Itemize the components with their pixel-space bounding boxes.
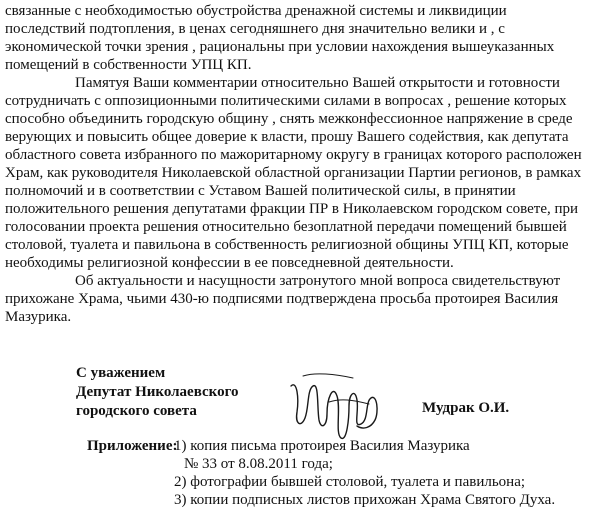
signer-name: Мудрак О.И. — [422, 400, 510, 416]
attachment-item: № 33 от 8.08.2011 года; — [184, 456, 333, 472]
signer-title-line: Депутат Николаевского — [76, 384, 239, 400]
body-line: положительного решения депутатами фракции ПР в Николаевском городском совете, при — [5, 201, 579, 217]
body-line: Храм, как руководителя Николаевской областной организации Партии регионов, в рамках — [5, 165, 582, 181]
handwritten-signature — [283, 368, 393, 448]
body-line: сотрудничать с оппозиционными политическими силами в вопросах , решение которых — [5, 93, 567, 109]
attachment-item: 1) копия письма протоирея Василия Мазурика — [174, 438, 470, 454]
attachment-item: 2) фотографии бывшей столовой, туалета и павильона; — [174, 474, 526, 490]
body-line: голосовании проекта решения относительно безоплатной передачи помещений бывшей — [5, 219, 567, 235]
body-line: верующих и повысить общее доверие к власти, прошу Вашего содействия, как депутата — [5, 129, 569, 145]
body-line: Об актуальности и насущности затронутого мной вопроса свидетельствуют — [75, 273, 561, 289]
body-line: прихожане Храма, чьими 430-ю подписями подтверждена просьба протоирея Василия — [5, 291, 559, 307]
body-line: помещений в собственности УПЦ КП. — [5, 57, 252, 73]
body-line: Памятуя Ваши комментарии относительно Вашей открытости и готовности — [75, 75, 560, 91]
body-line: экономической точки зрения , рациональны при условии нахождения вышеуказанных — [5, 39, 555, 55]
body-line: способно объединить городскую общину , снять межконфессионное напряжение в среде — [5, 111, 573, 127]
body-line: Мазурика. — [5, 309, 72, 325]
body-line: необходимы религиозной конфессии в ее повседневной деятельности. — [5, 255, 454, 271]
body-line: последствий подтопления, в ценах сегодняшнего дня значительно велики и , с — [5, 21, 505, 37]
body-line: областного совета избранного по мажоритарному округу в границах которого расположен — [5, 147, 582, 163]
body-line: столовой, туалета и павильона в собственность религиозной общины УПЦ КП, которые — [5, 237, 569, 253]
signer-title-line: городского совета — [76, 403, 197, 419]
closing-text: С уважением — [76, 365, 166, 381]
signature-block — [76, 364, 239, 421]
body-line: связанные с необходимостью обустройства дренажной системы и ликвидиции — [5, 3, 507, 19]
attachments-label: Приложение: — [87, 438, 178, 454]
body-line: полномочий и в соответствии с Уставом Вашей политической силы, в принятии — [5, 183, 516, 199]
attachment-item: 3) копии подписных листов прихожан Храма Святого Духа. — [174, 492, 556, 508]
